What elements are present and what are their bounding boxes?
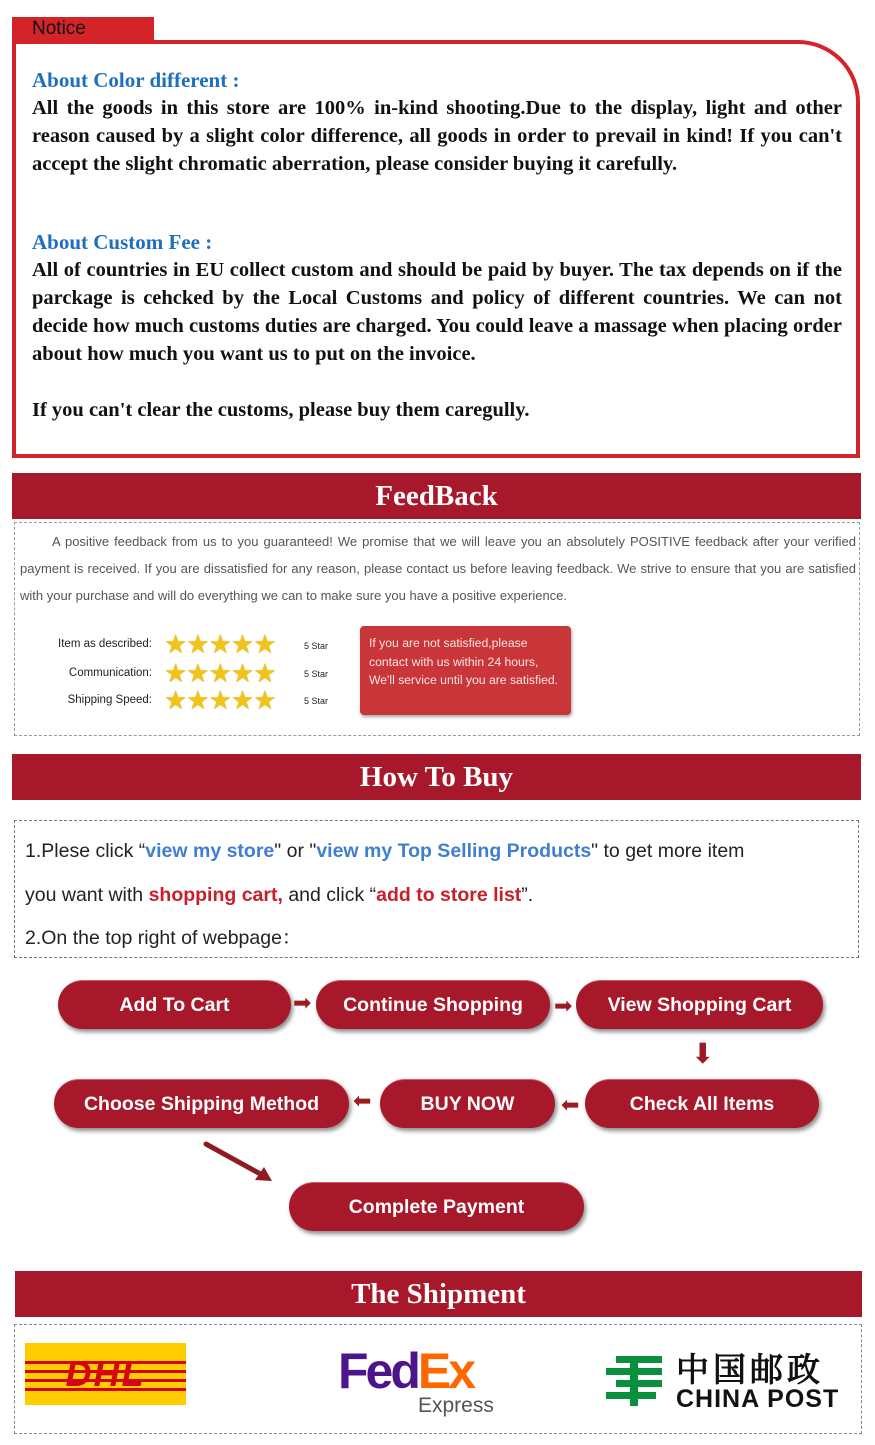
custom-heading: About Custom Fee : <box>32 230 213 254</box>
rating-value: 5 Star <box>304 669 329 679</box>
rating-label: Shipping Speed: <box>67 694 152 706</box>
fedex-ex-text: Ex <box>417 1343 474 1399</box>
instruction-text: 1.Plese click “ <box>25 840 146 862</box>
complete-payment-button[interactable]: Complete Payment <box>289 1182 584 1231</box>
add-to-store-list-text: add to store list <box>376 884 522 906</box>
fedex-logo <box>338 1342 473 1400</box>
instruction-line-1 <box>25 838 744 864</box>
color-text: All the goods in this store are 100% in-kind shooting.Due to the display, light and other reason caused by a slight color difference, all goods in order to prevail in kind! If you can't accept the slight chromatic aberration, please consider buying it carefully. <box>32 97 842 175</box>
check-all-items-button[interactable]: Check All Items <box>585 1079 819 1128</box>
china-post-emblem-icon <box>602 1352 666 1410</box>
instruction-text: and click “ <box>282 884 377 906</box>
rating-stars-icon: ★★★★★ <box>164 629 276 659</box>
buy-now-button[interactable]: BUY NOW <box>380 1079 555 1128</box>
rating-label: Communication: <box>68 667 152 679</box>
rating-stars-icon: ★★★★★ <box>164 658 276 688</box>
arrow-diagonal-icon <box>202 1140 278 1186</box>
china-post-english-text: CHINA POST <box>676 1385 840 1413</box>
arrow-down-icon: ⬇ <box>691 1038 715 1069</box>
color-heading: About Color different : <box>32 68 240 92</box>
feedback-banner: FeedBack <box>12 473 861 519</box>
instruction-line-2 <box>25 882 533 908</box>
china-post-chinese-text: 中国邮政 <box>676 1350 824 1389</box>
rating-value: 5 Star <box>304 696 329 706</box>
choose-shipping-method-button[interactable]: Choose Shipping Method <box>54 1079 349 1128</box>
view-shopping-cart-button[interactable]: View Shopping Cart <box>576 980 823 1029</box>
how-to-buy-banner: How To Buy <box>12 754 861 800</box>
satisfaction-note: If you are not satisfied,please contact with us within 24 hours, We'll service until you are satisfied. <box>360 626 571 715</box>
arrow-right-icon: ➡ <box>554 993 573 1018</box>
arrow-left-icon: ⬅ <box>353 1088 372 1113</box>
instruction-line-3: 2.On the top right of webpage： <box>25 927 302 949</box>
notice-tab: Notice <box>12 17 154 41</box>
rating-stars-icon: ★★★★★ <box>164 685 276 715</box>
top-selling-link[interactable]: view my Top Selling Products <box>316 840 592 862</box>
add-to-cart-button[interactable]: Add To Cart <box>58 980 291 1029</box>
feedback-text: A positive feedback from us to you guaranteed! We promise that we will leave you an absolutely POSITIVE feedback after your verified payment is received. If you are dissatisfied for any reason, please contact us before leaving feedback. We strive to ensure that you are satisfied with your purchase and will do everything we can to make sure you have a positive experience. <box>20 534 856 603</box>
rating-label: Item as described: <box>58 638 152 650</box>
shipment-banner: The Shipment <box>15 1271 862 1317</box>
arrow-left-icon: ⬅ <box>561 1092 580 1117</box>
fedex-fed-text: Fed <box>338 1343 418 1399</box>
instruction-text: ”. <box>521 884 534 906</box>
shopping-cart-text: shopping cart, <box>148 884 283 906</box>
custom-text-2: If you can't clear the customs, please buy them caregully. <box>32 399 530 421</box>
view-my-store-link[interactable]: view my store <box>145 840 275 862</box>
instruction-text: " to get more item <box>591 840 745 862</box>
rating-value: 5 Star <box>304 641 329 651</box>
arrow-right-icon: ➡ <box>293 990 312 1015</box>
fedex-express-text: Express <box>418 1394 494 1417</box>
custom-text: All of countries in EU collect custom and should be paid by buyer. The tax depends on if the parckage is cehcked by the Local Customs and policy of different countries. We can not decide how much customs duties are charged. You could leave a massage when placing order about how much you want us to put on the invoice. <box>32 259 842 365</box>
dhl-logo-text: DHL <box>65 1353 146 1394</box>
instruction-text: " or " <box>274 840 317 862</box>
continue-shopping-button[interactable]: Continue Shopping <box>316 980 550 1029</box>
instruction-text: you want with <box>25 884 149 906</box>
